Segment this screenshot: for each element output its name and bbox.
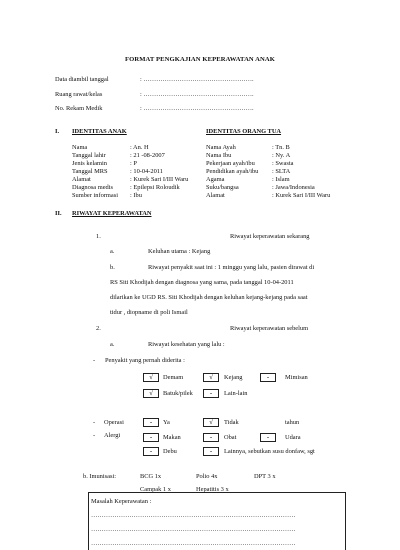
section1-title-child: IDENTITAS ANAK [72, 128, 127, 135]
history-line-4: tidur , diopname di poli Ismail [110, 309, 188, 316]
label-lain: Lain-lain [224, 390, 248, 397]
complaint-letter: a. [110, 248, 115, 255]
label-kejang: Kejang [224, 374, 243, 381]
nursing-problem-line-3: …………………………………………………………………………………… [91, 540, 296, 547]
checkbox-lain[interactable]: - [203, 389, 219, 398]
parent-label-job: Pekerjaan ayah/ibu [206, 160, 255, 167]
immunization-dpt: DPT 3 x [254, 473, 276, 480]
meta-label-room: Ruang rawat/kelas [55, 91, 103, 98]
label-operation-year: tahun [285, 419, 300, 426]
child-label-name: Nama [72, 144, 88, 151]
parent-value-ethnicity: : Jawa/Indonesia [272, 184, 315, 191]
label-operation-no: Tidak [224, 419, 239, 426]
nursing-problem-title: Masalah Keperawatan : [91, 498, 152, 505]
history-line-2: RS Siti Khodijah dengan diagnosa yang sama, pada tanggal 10-04-2011 [110, 279, 294, 286]
checkbox-allergy-food[interactable]: - [143, 433, 159, 442]
child-value-sex: : P [130, 160, 137, 167]
nursing-problem-line-1: …………………………………………………………………………………… [91, 512, 296, 519]
checkbox-batuk[interactable]: √ [143, 389, 159, 398]
checkbox-demam[interactable]: √ [143, 373, 159, 382]
section1-title-parent: IDENTITAS ORANG TUA [206, 128, 282, 135]
history-letter: b. [110, 264, 115, 271]
child-value-birth: : 21 -08-2007 [130, 152, 165, 159]
child-label-mrs: Tanggal MRS [72, 168, 108, 175]
history-line-1: Riwayat penyakit saat ini : 1 minggu yang lalu, pasien dirawat di [148, 264, 315, 271]
checkbox-allergy-other[interactable]: - [203, 447, 219, 456]
parent-label-religion: Agama [206, 176, 225, 183]
child-label-birth: Tanggal lahir [72, 152, 106, 159]
allergy-dash: - [93, 432, 96, 439]
label-allergy-air: Udara [285, 434, 301, 441]
checkbox-allergy-dust[interactable]: - [143, 447, 159, 456]
item2-number: 2. [96, 325, 101, 332]
meta-label-date: Data diambil tanggal [55, 76, 109, 83]
meta-value-room: : ……………………………………………. [140, 91, 254, 98]
meta-value-record: : ……………………………………………. [140, 105, 254, 112]
past-health-text: Riwayat kesehatan yang lalu : [148, 341, 225, 348]
label-demam: Demam [163, 374, 184, 381]
parent-value-religion: : Islam [272, 176, 290, 183]
complaint-text: Keluhan utama : Kejang [148, 248, 211, 255]
label-allergy-food: Makan [163, 434, 181, 441]
child-value-name: : An. H [130, 144, 149, 151]
item1-title: Riwayat keperawatan sekarang [230, 233, 310, 240]
checkbox-kejang[interactable]: √ [203, 373, 219, 382]
parent-value-address: : Kurek Sari I/III Waru [272, 192, 331, 199]
child-label-source: Sumber informasi [72, 192, 118, 199]
child-value-diagnosis: : Epilepsi Roloudik [130, 184, 180, 191]
disease-label: Penyakit yang pernah diderita : [105, 357, 185, 364]
checkbox-allergy-air[interactable]: - [260, 433, 276, 442]
child-label-sex: Jenis kelamin [72, 160, 107, 167]
child-label-address: Alamat [72, 176, 91, 183]
allergy-label: Alergi [104, 432, 121, 439]
parent-label-education: Pendidikan ayah/ibu [206, 168, 259, 175]
meta-value-date: : ……………………………………………. [140, 76, 254, 83]
section2-number: II. [55, 210, 62, 217]
label-allergy-drug: Obat [224, 434, 237, 441]
checkbox-mimisan[interactable]: - [260, 373, 276, 382]
past-health-letter: a. [110, 341, 115, 348]
immunization-polio: Polio 4x [196, 473, 218, 480]
child-label-diagnosis: Diagnosa medis [72, 184, 113, 191]
parent-label-ethnicity: Suku/bangsa [206, 184, 239, 191]
checkbox-allergy-drug[interactable]: - [203, 433, 219, 442]
history-line-3: dilarikan ke UGD RS. Siti Khodijah dengan keluhan kejang-kejang pada saat [110, 294, 308, 301]
item1-number: 1. [96, 233, 101, 240]
section2-title: RIWAYAT KEPERAWATAN [72, 210, 152, 217]
parent-label-mother: Nama Ibu [206, 152, 232, 159]
label-allergy-dust: Debu [163, 448, 177, 455]
parent-value-job: : Swasta [272, 160, 294, 167]
immunization-bcg: BCG 1x [140, 473, 162, 480]
operation-label: Operasi [104, 419, 124, 426]
child-value-mrs: : 10-04-2011 [130, 168, 163, 175]
immunization-hepatitis: Hepatitis 3 x [196, 486, 229, 493]
child-value-address: : Kurek Sari I/III Waru [130, 176, 189, 183]
checkbox-operation-no[interactable]: √ [203, 418, 219, 427]
document-title: FORMAT PENGKAJIAN KEPERAWATAN ANAK [125, 56, 275, 63]
label-mimisan: Mimisan [285, 374, 308, 381]
operation-dash: - [93, 419, 96, 426]
meta-label-record: No. Rekam Medik [55, 105, 103, 112]
parent-label-father: Nama Ayah [206, 144, 236, 151]
parent-value-mother: : Ny. A [272, 152, 291, 159]
label-batuk: Batuk/pilek [163, 390, 193, 397]
immunization-label: b. Imunisasi: [83, 473, 117, 480]
label-operation-yes: Ya [163, 419, 170, 426]
section1-number: I. [55, 128, 60, 135]
label-allergy-other: Lainnya, sebutkan susu donfaw, sgt [224, 448, 315, 455]
disease-dash: - [93, 357, 96, 364]
immunization-campak: Campak 1 x [140, 486, 171, 493]
nursing-problem-line-2: …………………………………………………………………………………… [91, 526, 296, 533]
checkbox-operation-yes[interactable]: - [143, 418, 159, 427]
parent-value-education: : SLTA [272, 168, 291, 175]
parent-value-father: : Tn. B [272, 144, 290, 151]
child-value-source: : Ibu [130, 192, 142, 199]
parent-label-address: Alamat [206, 192, 225, 199]
item2-title: Riwayat keperawatan sebelum [230, 325, 309, 332]
